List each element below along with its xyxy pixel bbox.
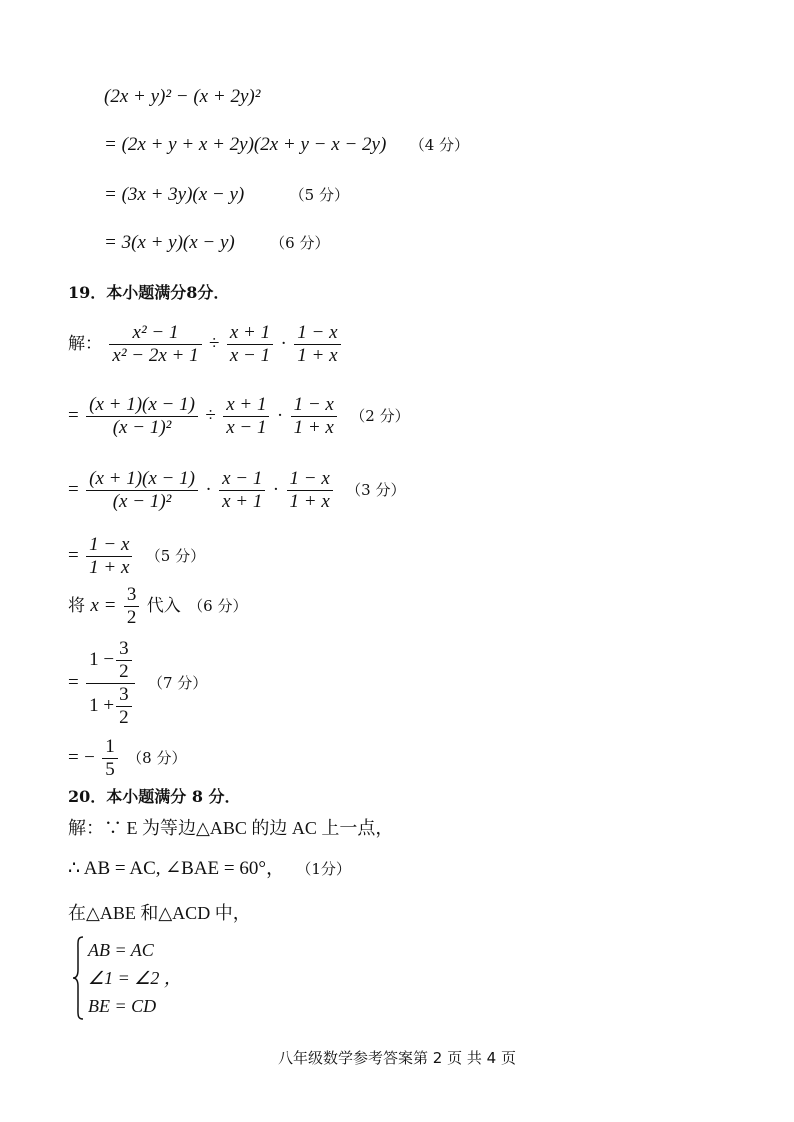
score-label: （6 分） xyxy=(188,597,248,615)
fraction: $\frac{(x + 1)(x - 1)}{\text{(x − 1)²}}$ xyxy=(86,394,198,439)
compound-fraction: 1 − $\frac{3}{2}$ 1 + $\frac{3}{2}$ xyxy=(86,638,134,729)
score-label: （5 分） xyxy=(145,547,206,565)
system-line-1: AB = AC xyxy=(88,940,154,960)
equation-line-2 xyxy=(104,134,469,156)
fraction: $\frac{1 - x}{1 + x}$ xyxy=(294,322,340,367)
q19-step-0: 解： $\frac{\text{x² − 1}}{\text{x² − 2x + 1}}$ ÷ $\frac{x + 1}{x - 1}$ · $\frac{1 - x}{1 + x}$ xyxy=(68,322,343,367)
equation-line-1: (2x + y)² − (x + 2y)² xyxy=(104,86,261,107)
fraction: $\frac{1}{5}$ xyxy=(102,736,118,781)
system-line-2: ∠1 = ∠2 ， xyxy=(88,968,182,988)
score-label: （5 分） xyxy=(289,186,349,204)
score-label: （8 分） xyxy=(127,749,187,767)
equation-text: = (3x + 3y)(x − y) xyxy=(104,184,245,205)
q20-line-3: 在△ABE 和△ACD 中， xyxy=(68,903,251,923)
q20-line-1: 解：∵ E 为等边△ABC 的边 AC 上一点， xyxy=(68,818,394,838)
equation-line-3 xyxy=(104,184,349,206)
fraction: $\frac{1 - x}{1 + x}$ xyxy=(291,394,337,439)
q19-step-7: = 1 − $\frac{3}{2}$ 1 + $\frac{3}{2}$ （7 分） xyxy=(68,638,208,728)
score-label: （6 分） xyxy=(270,234,330,252)
system-line-3: BE = CD xyxy=(88,996,157,1016)
left-brace-icon xyxy=(72,936,84,1020)
system-lines xyxy=(88,936,182,1020)
q19-step-3: = $\frac{(x + 1)(x - 1)}{\text{(x − 1)²}}$ · $\frac{x - 1}{x + 1}$ · $\frac{1 - x}{1 + x}$ （3 分） xyxy=(68,468,406,512)
fraction: $\frac{x + 1}{x - 1}$ xyxy=(223,394,269,439)
score-label: （2 分） xyxy=(350,407,410,425)
q19-substitute: 将 x = $\frac{3}{2}$ 代入 （6 分） xyxy=(68,584,248,628)
fraction: $\frac{(x + 1)(x - 1)}{\text{(x − 1)²}}$ xyxy=(86,468,198,513)
q19-step-5: = $\frac{1 - x}{1 + x}$ （5 分） xyxy=(68,534,206,578)
fraction: $\frac{x - 1}{x + 1}$ xyxy=(219,468,265,513)
equation-line-4 xyxy=(104,232,329,254)
fraction: $\frac{3}{2}$ xyxy=(124,584,140,629)
score-label: （4 分） xyxy=(409,136,469,154)
score-label: （1分） xyxy=(296,860,351,878)
question-20-heading: 20．本小题满分 8 分． xyxy=(68,787,241,806)
fraction: $\frac{1 - x}{1 + x}$ xyxy=(86,534,132,579)
fraction: $\frac{1 - x}{1 + x}$ xyxy=(287,468,333,513)
score-label: （3 分） xyxy=(346,481,406,499)
equation-text: = 3(x + y)(x − y) xyxy=(104,232,235,253)
fraction: $\frac{x + 1}{x - 1}$ xyxy=(227,322,273,367)
score-label: （7 分） xyxy=(148,674,208,692)
q19-step-2: = $\frac{(x + 1)(x - 1)}{\text{(x − 1)²}}$ ÷ $\frac{x + 1}{x - 1}$ · $\frac{1 - x}{1 + x}$ （2 分） xyxy=(68,394,410,438)
solution-label: 解： xyxy=(68,334,102,354)
equation-system xyxy=(72,936,292,1022)
equation-text: = (2x + y + x + 2y)(2x + y − x − 2y) xyxy=(104,134,387,155)
page-footer: 八年级数学参考答案第 2 页 共 4 页 xyxy=(278,1049,516,1067)
question-19-heading: 19．本小题满分8分． xyxy=(68,283,230,302)
fraction: $\frac{\text{x² − 1}}{\text{x² − 2x + 1}}$ xyxy=(109,322,201,367)
q19-result: = − $\frac{1}{5}$ （8 分） xyxy=(68,736,187,780)
q20-line-2: ∴ AB = AC, ∠BAE = 60°， （1分） xyxy=(68,858,351,879)
